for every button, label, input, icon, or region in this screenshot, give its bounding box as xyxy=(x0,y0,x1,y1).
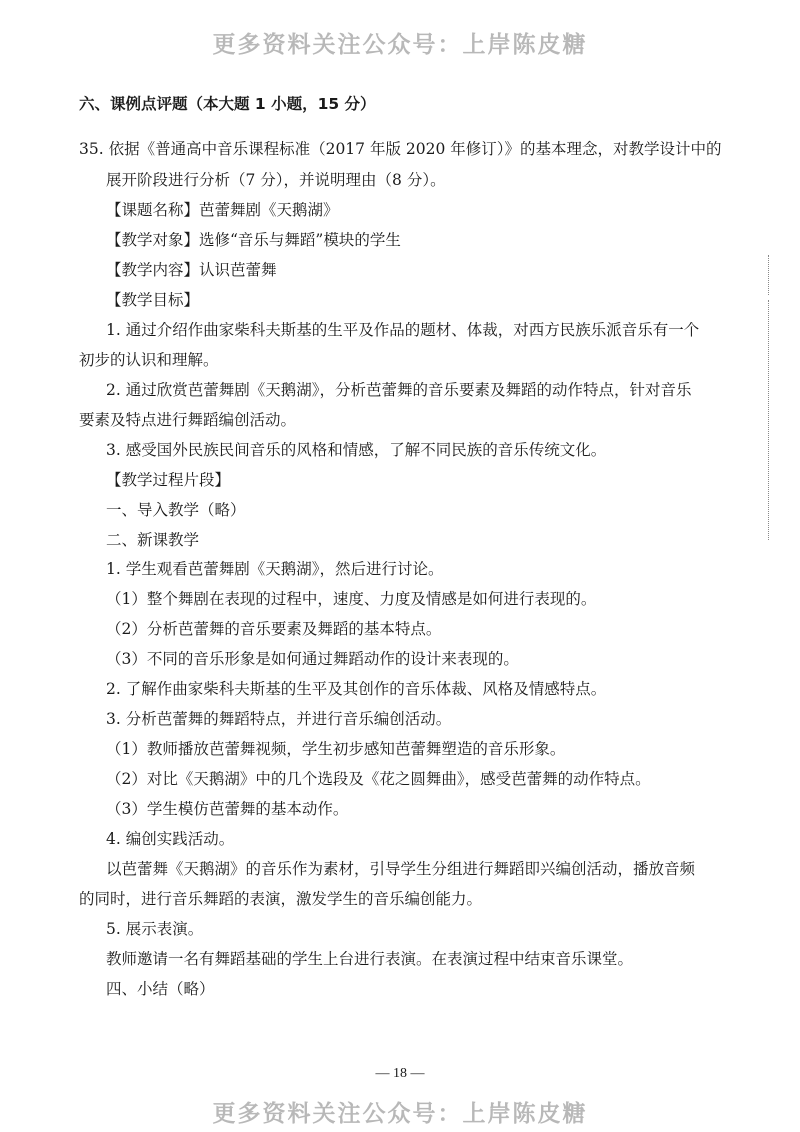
question-line-2: 展开阶段进行分析（7 分），并说明理由（8 分）。 xyxy=(106,171,446,189)
page-number: — 18 — xyxy=(375,1066,425,1081)
goal-2-line-1: 2. 通过欣赏芭蕾舞剧《天鹅湖》，分析芭蕾舞的音乐要素及舞蹈的动作特点，针对音乐 xyxy=(106,381,692,399)
point-5: 5. 展示表演。 xyxy=(106,920,204,938)
point-4-line-2: 的同时，进行音乐舞蹈的表演，激发学生的音乐编创能力。 xyxy=(79,890,483,908)
point-5-line: 教师邀请一名有舞蹈基础的学生上台进行表演。在表演过程中结束音乐课堂。 xyxy=(106,950,634,968)
point-4-line-1: 以芭蕾舞《天鹅湖》的音乐作为素材，引导学生分组进行舞蹈即兴编创活动，播放音频 xyxy=(106,860,696,878)
step-1: 一、导入教学（略） xyxy=(106,501,246,519)
goals-heading: 【教学目标】 xyxy=(106,291,200,309)
lesson-name: 【课题名称】芭蕾舞剧《天鹅湖》 xyxy=(106,201,339,219)
step-2: 二、新课教学 xyxy=(106,531,200,549)
point-3: 3. 分析芭蕾舞的舞蹈特点，并进行音乐编创活动。 xyxy=(106,710,452,728)
point-1-3: （3）不同的音乐形象是如何通过舞蹈动作的设计来表现的。 xyxy=(106,650,519,668)
question-line-1: 35. 依据《普通高中音乐课程标准（2017 年版 2020 年修订）》的基本理念，对教学设计中的 xyxy=(79,140,722,158)
point-3-2: （2）对比《天鹅湖》中的几个选段及《花之圆舞曲》，感受芭蕾舞的动作特点。 xyxy=(106,770,651,788)
point-4: 4. 编创实践活动。 xyxy=(106,830,235,848)
point-1: 1. 学生观看芭蕾舞剧《天鹅湖》，然后进行讨论。 xyxy=(106,560,444,578)
section-title: 六、课例点评题（本大题 1 小题，15 分） xyxy=(79,95,376,113)
process-heading: 【教学过程片段】 xyxy=(106,471,231,489)
lesson-audience: 【教学对象】选修“音乐与舞蹈”模块的学生 xyxy=(106,231,401,249)
point-2: 2. 了解作曲家柴科夫斯基的生平及其创作的音乐体裁、风格及情感特点。 xyxy=(106,680,607,698)
step-4: 四、小结（略） xyxy=(106,980,215,998)
watermark-top: 更多资料关注公众号：上岸陈皮糖 xyxy=(212,32,588,58)
point-3-1: （1）教师播放芭蕾舞视频，学生初步感知芭蕾舞塑造的音乐形象。 xyxy=(106,740,566,758)
goal-1-line-1: 1. 通过介绍作曲家柴科夫斯基的生平及作品的题材、体裁，对西方民族乐派音乐有一个 xyxy=(106,321,700,339)
scan-edge-mark xyxy=(768,300,769,540)
goal-2-line-2: 要素及特点进行舞蹈编创活动。 xyxy=(79,411,297,429)
point-3-3: （3）学生模仿芭蕾舞的基本动作。 xyxy=(106,800,349,818)
goal-3: 3. 感受国外民族民间音乐的风格和情感，了解不同民族的音乐传统文化。 xyxy=(106,441,607,459)
point-1-2: （2）分析芭蕾舞的音乐要素及舞蹈的基本特点。 xyxy=(106,620,442,638)
goal-1-line-2: 初步的认识和理解。 xyxy=(79,351,219,369)
scan-edge-mark xyxy=(768,255,769,295)
point-1-1: （1）整个舞剧在表现的过程中，速度、力度及情感是如何进行表现的。 xyxy=(106,590,597,608)
lesson-content: 【教学内容】认识芭蕾舞 xyxy=(106,261,277,279)
watermark-bottom: 更多资料关注公众号：上岸陈皮糖 xyxy=(212,1101,588,1127)
